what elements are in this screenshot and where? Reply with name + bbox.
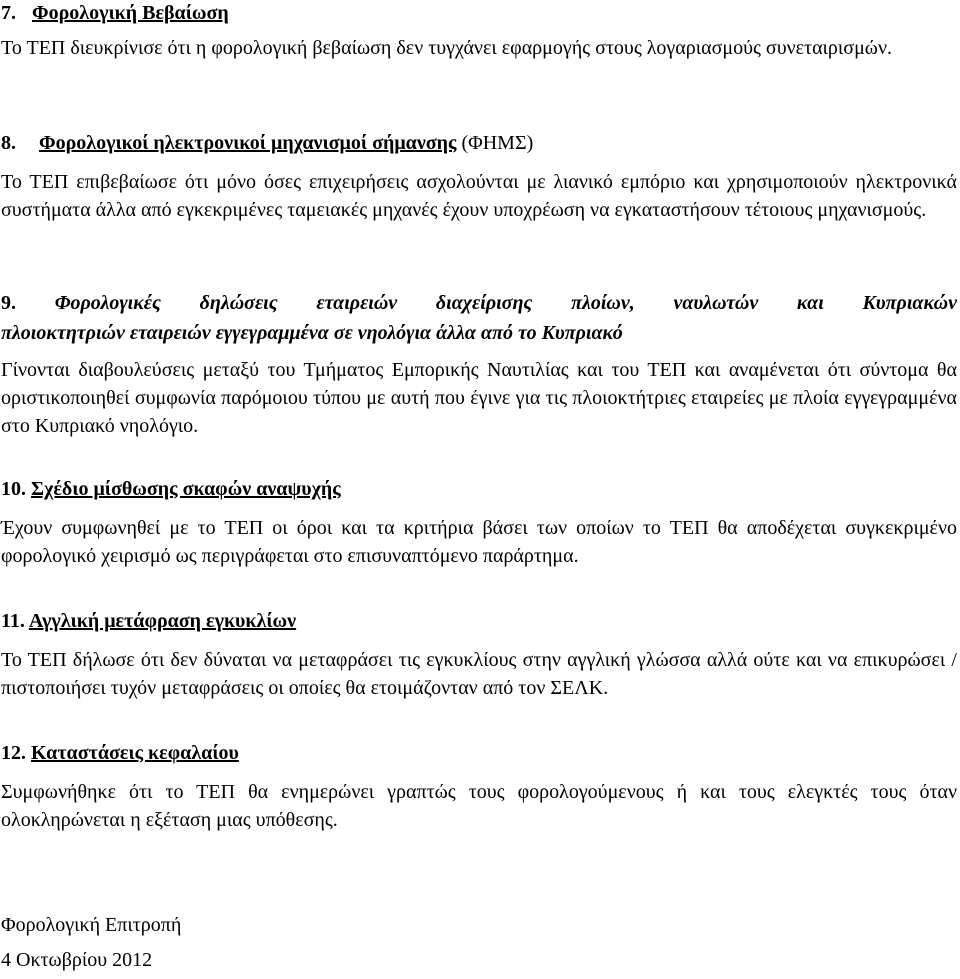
section-11-number: 11. [1, 610, 25, 632]
section-9-heading [1, 288, 957, 348]
section-9-body: Γίνονται διαβουλεύσεις μεταξύ του Τμήματος Εμπορικής Ναυτιλίας και του ΤΕΠ και αναμένεται ότι σύντομα θα οριστικοποιηθεί συμφωνία παρόμοιου τύπου με αυτή που έγινε για τις πλοιοκτήτριες εταιρείες με πλοία εγγεγραμμένα στο Κυπριακό νηολόγιο. [1, 359, 957, 437]
section-8-title: Φορολογικοί ηλεκτρονικοί μηχανισμοί σήμανσης [39, 132, 457, 154]
section-7-heading [1, 0, 957, 26]
section-12-title: Καταστάσεις κεφαλαίου [31, 742, 239, 764]
section-12-heading [1, 740, 957, 766]
section-7-number: 7. [1, 2, 16, 24]
section-9-title-line1 [1, 288, 957, 318]
section-11-title: Αγγλική μετάφραση εγκυκλίων [28, 610, 297, 632]
section-11-heading [1, 608, 957, 634]
section-9-title-line1-text: Φορολογικές δηλώσεις εταιρειών διαχείρισης πλοίων, ναυλωτών και Κυπριακών [54, 292, 957, 314]
section-10-number: 10. [1, 478, 26, 500]
section-8-title-suffix: (ΦΗΜΣ) [456, 132, 534, 154]
section-7-body: Το ΤΕΠ διευκρίνισε ότι η φορολογική βεβαίωση δεν τυγχάνει εφαρμογής στους λογαριασμούς συνεταιρισμών. [1, 37, 893, 59]
section-8-number: 8. [1, 132, 16, 154]
section-9-number: 9. [1, 292, 16, 314]
signature-date: 4 Οκτωβρίου 2012 [1, 949, 153, 971]
section-9-title-line2: πλοιοκτητριών εταιρειών εγγεγραμμένα σε νηολόγια άλλα από το Κυπριακό [1, 322, 623, 344]
section-8-body: Το ΤΕΠ επιβεβαίωσε ότι μόνο όσες επιχειρήσεις ασχολούνται με λιανικό εμπόριο και χρησιμοποιούν ηλεκτρονικά συστήματα άλλα από εγκεκριμένες ταμειακές μηχανές έχουν υποχρέωση να εγκαταστήσουν τέτοιους μηχανισμούς. [1, 171, 957, 221]
signature-committee: Φορολογική Επιτροπή [1, 914, 182, 936]
section-10-heading [1, 476, 957, 502]
section-12-number: 12. [1, 742, 26, 764]
section-8-heading [1, 130, 957, 156]
section-10-body: Έχουν συμφωνηθεί με το ΤΕΠ οι όροι και τα κριτήρια βάσει των οποίων το ΤΕΠ θα αποδέχεται συγκεκριμένο φορολογικό χειρισμό ως περιγράφεται στο επισυναπτόμενο παράρτημα. [1, 517, 957, 567]
section-7-title: Φορολογική Βεβαίωση [32, 2, 229, 24]
section-10-title: Σχέδιο μίσθωσης σκαφών αναψυχής [31, 478, 341, 500]
section-12-body: Συμφωνήθηκε ότι το ΤΕΠ θα ενημερώνει γραπτώς τους φορολογούμενους ή και τους ελεγκτές τους όταν ολοκληρώνεται η εξέταση μιας υπόθεσης. [1, 781, 957, 831]
section-11-body: Το ΤΕΠ δήλωσε ότι δεν δύναται να μεταφράσει τις εγκυκλίους στην αγγλική γλώσσα αλλά ούτε και να επικυρώσει / πιστοποιήσει τυχόν μεταφράσεις οι οποίες θα ετοιμάζονταν από τον ΣΕΛΚ. [1, 649, 957, 699]
